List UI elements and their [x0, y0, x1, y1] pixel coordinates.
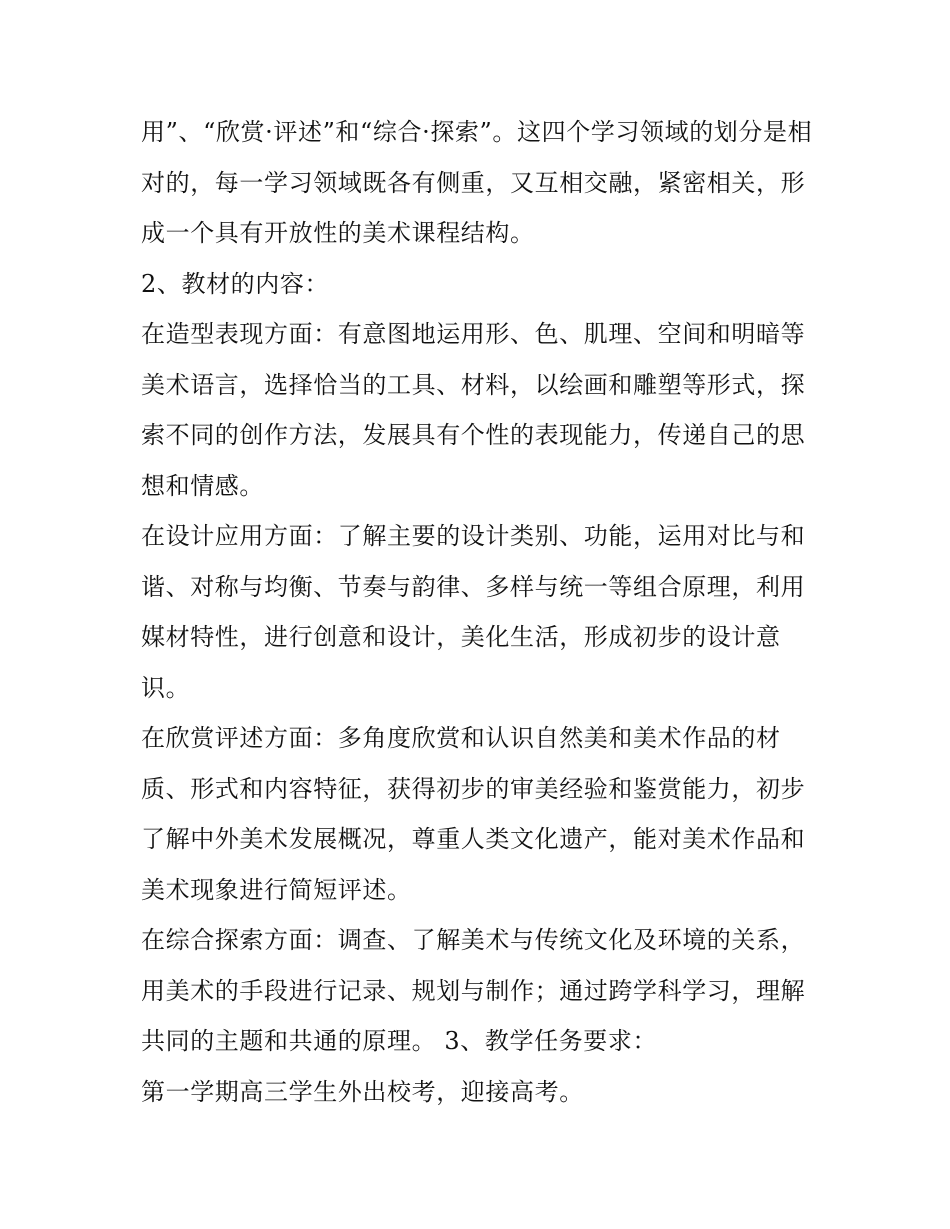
text-line: 共同的主题和共通的原理。 3、教学任务要求：	[141, 1027, 658, 1055]
text-line: 在综合探索方面：调查、了解美术与传统文化及环境的关系，	[141, 926, 806, 954]
text-line: 美术现象进行简短评述。	[141, 875, 412, 904]
text-line: 成一个具有开放性的美术课程结构。	[141, 219, 535, 247]
text-line: 了解中外美术发展概况，尊重人类文化遗产，能对美术作品和	[141, 825, 806, 853]
text-line: 第一学期高三学生外出校考，迎接高考。	[141, 1077, 584, 1106]
text-line: 在设计应用方面：了解主要的设计类别、功能，运用对比与和	[141, 522, 806, 550]
text-line: 用”、“欣赏·评述”和“综合·探索”。这四个学习领域的划分是相	[141, 118, 813, 146]
text-line: 想和情感。	[141, 471, 264, 500]
text-line: 质、形式和内容特征，获得初步的审美经验和鉴赏能力，初步	[141, 774, 806, 803]
text-line: 对的，每一学习领域既各有侧重，又互相交融，紧密相关，形	[141, 168, 806, 197]
section-heading: 2、教材的内容：	[141, 269, 330, 298]
text-line: 用美术的手段进行记录、规划与制作；通过跨学科学习，理解	[141, 976, 806, 1005]
text-line: 识。	[141, 673, 191, 702]
text-line: 在欣赏评述方面：多角度欣赏和认识自然美和美术作品的材	[141, 724, 781, 752]
text-line: 媒材特性，进行创意和设计，美化生活，形成初步的设计意	[141, 623, 781, 651]
text-line: 在造型表现方面：有意图地运用形、色、肌理、空间和明暗等	[141, 320, 806, 348]
text-line: 美术语言，选择恰当的工具、材料，以绘画和雕塑等形式，探	[141, 370, 806, 399]
document-body	[141, 107, 821, 1117]
text-line: 索不同的创作方法，发展具有个性的表现能力，传递自己的思	[141, 421, 806, 449]
text-line: 谐、对称与均衡、节奏与韵律、多样与统一等组合原理，利用	[141, 572, 806, 601]
